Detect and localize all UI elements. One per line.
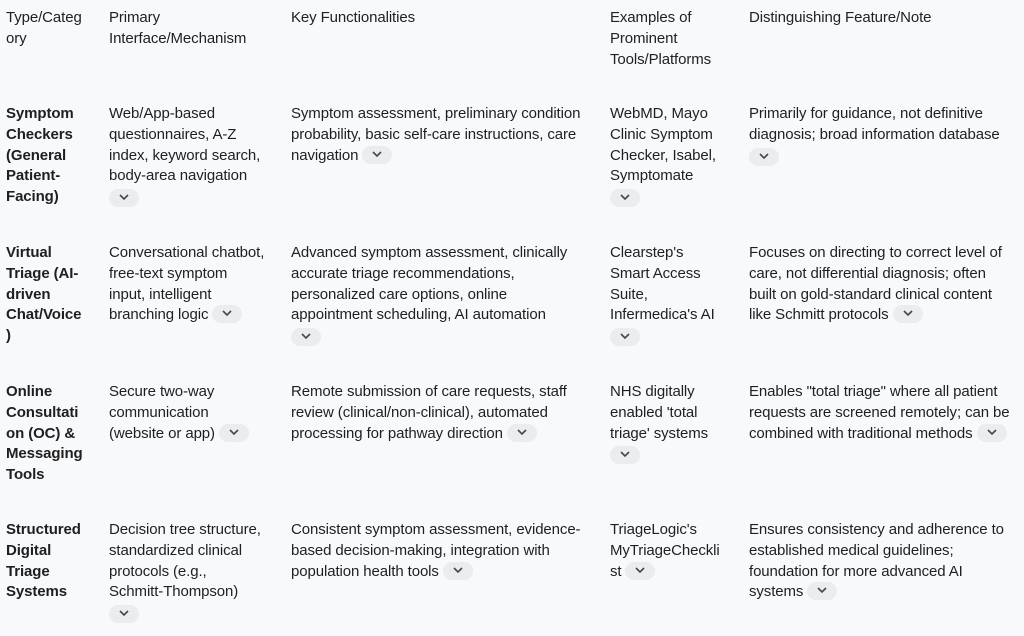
- expand-button[interactable]: [507, 424, 537, 442]
- row-note: Focuses on directing to correct level of care, not differential diagnosis; often built on gold-standard clinical content like Schmitt protocols: [749, 244, 1002, 324]
- row-functionalities: Advanced symptom assessment, clinically accurate triage recommendations, personalized care options, online appointment scheduling, AI automation: [291, 243, 593, 346]
- expand-button[interactable]: [610, 328, 640, 346]
- chevron-down-icon: [222, 310, 232, 317]
- expand-button[interactable]: [625, 562, 655, 580]
- expand-button[interactable]: [212, 305, 242, 323]
- row-examples: WebMD, Mayo Clinic Symptom Checker, Isabel, Symptomate: [610, 104, 726, 207]
- row-type: Symptom Checkers (General Patient- Facing): [6, 105, 74, 206]
- row-examples: NHS digitally enabled 'total triage' systems: [610, 382, 726, 464]
- expand-button[interactable]: [219, 424, 249, 442]
- chevron-down-icon: [635, 567, 645, 574]
- row-examples: TriageLogic's MyTriageCheckli st: [610, 521, 720, 580]
- row-note: Ensures consistency and adherence to established medical guidelines; foundation for more advanced AI systems: [749, 521, 1004, 601]
- expand-button[interactable]: [109, 189, 139, 207]
- expand-button[interactable]: [893, 305, 923, 323]
- row-note: Primarily for guidance, not definitive diagnosis; broad information database: [749, 104, 1015, 166]
- row-functionalities: Remote submission of care requests, staff review (clinical/non-clinical), automated processing for pathway direction: [291, 383, 567, 442]
- header-interface: Primary Interface/Mechanism: [109, 9, 247, 47]
- chevron-down-icon: [517, 429, 527, 436]
- row-interface: Conversational chatbot, free-text symptom input, intelligent branching logic: [109, 244, 265, 324]
- chevron-down-icon: [620, 451, 630, 458]
- chevron-down-icon: [119, 610, 129, 617]
- chevron-down-icon: [817, 587, 827, 594]
- row-note: Enables "total triage" where all patient requests are screened remotely; can be combined with traditional methods: [749, 383, 1010, 442]
- chevron-down-icon: [903, 310, 913, 317]
- row-type: Online Consultati on (OC) & Messaging Tools: [6, 383, 83, 484]
- header-functionalities: Key Functionalities: [291, 9, 415, 26]
- chevron-down-icon: [453, 567, 463, 574]
- expand-button[interactable]: [977, 424, 1007, 442]
- expand-button[interactable]: [291, 328, 321, 346]
- header-type: Type/Categ ory: [6, 9, 82, 47]
- expand-button[interactable]: [749, 148, 779, 166]
- expand-button[interactable]: [109, 605, 139, 623]
- chevron-down-icon: [987, 429, 997, 436]
- chevron-down-icon: [620, 333, 630, 340]
- expand-button[interactable]: [610, 189, 640, 207]
- expand-button[interactable]: [610, 446, 640, 464]
- expand-button[interactable]: [807, 582, 837, 600]
- row-interface: Web/App-based questionnaires, A-Z index, keyword search, body-area navigation: [109, 104, 277, 207]
- chevron-down-icon: [372, 151, 382, 158]
- header-examples: Examples of Prominent Tools/Platforms: [610, 9, 712, 68]
- row-type: Virtual Triage (AI- driven Chat/Voice ): [6, 244, 82, 345]
- expand-button[interactable]: [362, 146, 392, 164]
- row-interface: Secure two-way communication (website or app): [109, 382, 277, 444]
- row-functionalities: Symptom assessment, preliminary condition probability, basic self-care instructions, care navigation: [291, 105, 581, 164]
- row-examples: Clearstep's Smart Access Suite, Infermedica's AI: [610, 243, 726, 346]
- chevron-down-icon: [229, 429, 239, 436]
- expand-button[interactable]: [443, 562, 473, 580]
- chevron-down-icon: [301, 333, 311, 340]
- chevron-down-icon: [759, 153, 769, 160]
- row-type: Structured Digital Triage Systems: [6, 521, 81, 601]
- row-interface: Decision tree structure, standardized clinical protocols (e.g., Schmitt-Thompson): [109, 520, 277, 623]
- header-note: Distinguishing Feature/Note: [749, 9, 932, 26]
- chevron-down-icon: [119, 194, 129, 201]
- chevron-down-icon: [620, 194, 630, 201]
- row-functionalities: Consistent symptom assessment, evidence- based decision-making, integration with population health tools: [291, 521, 581, 580]
